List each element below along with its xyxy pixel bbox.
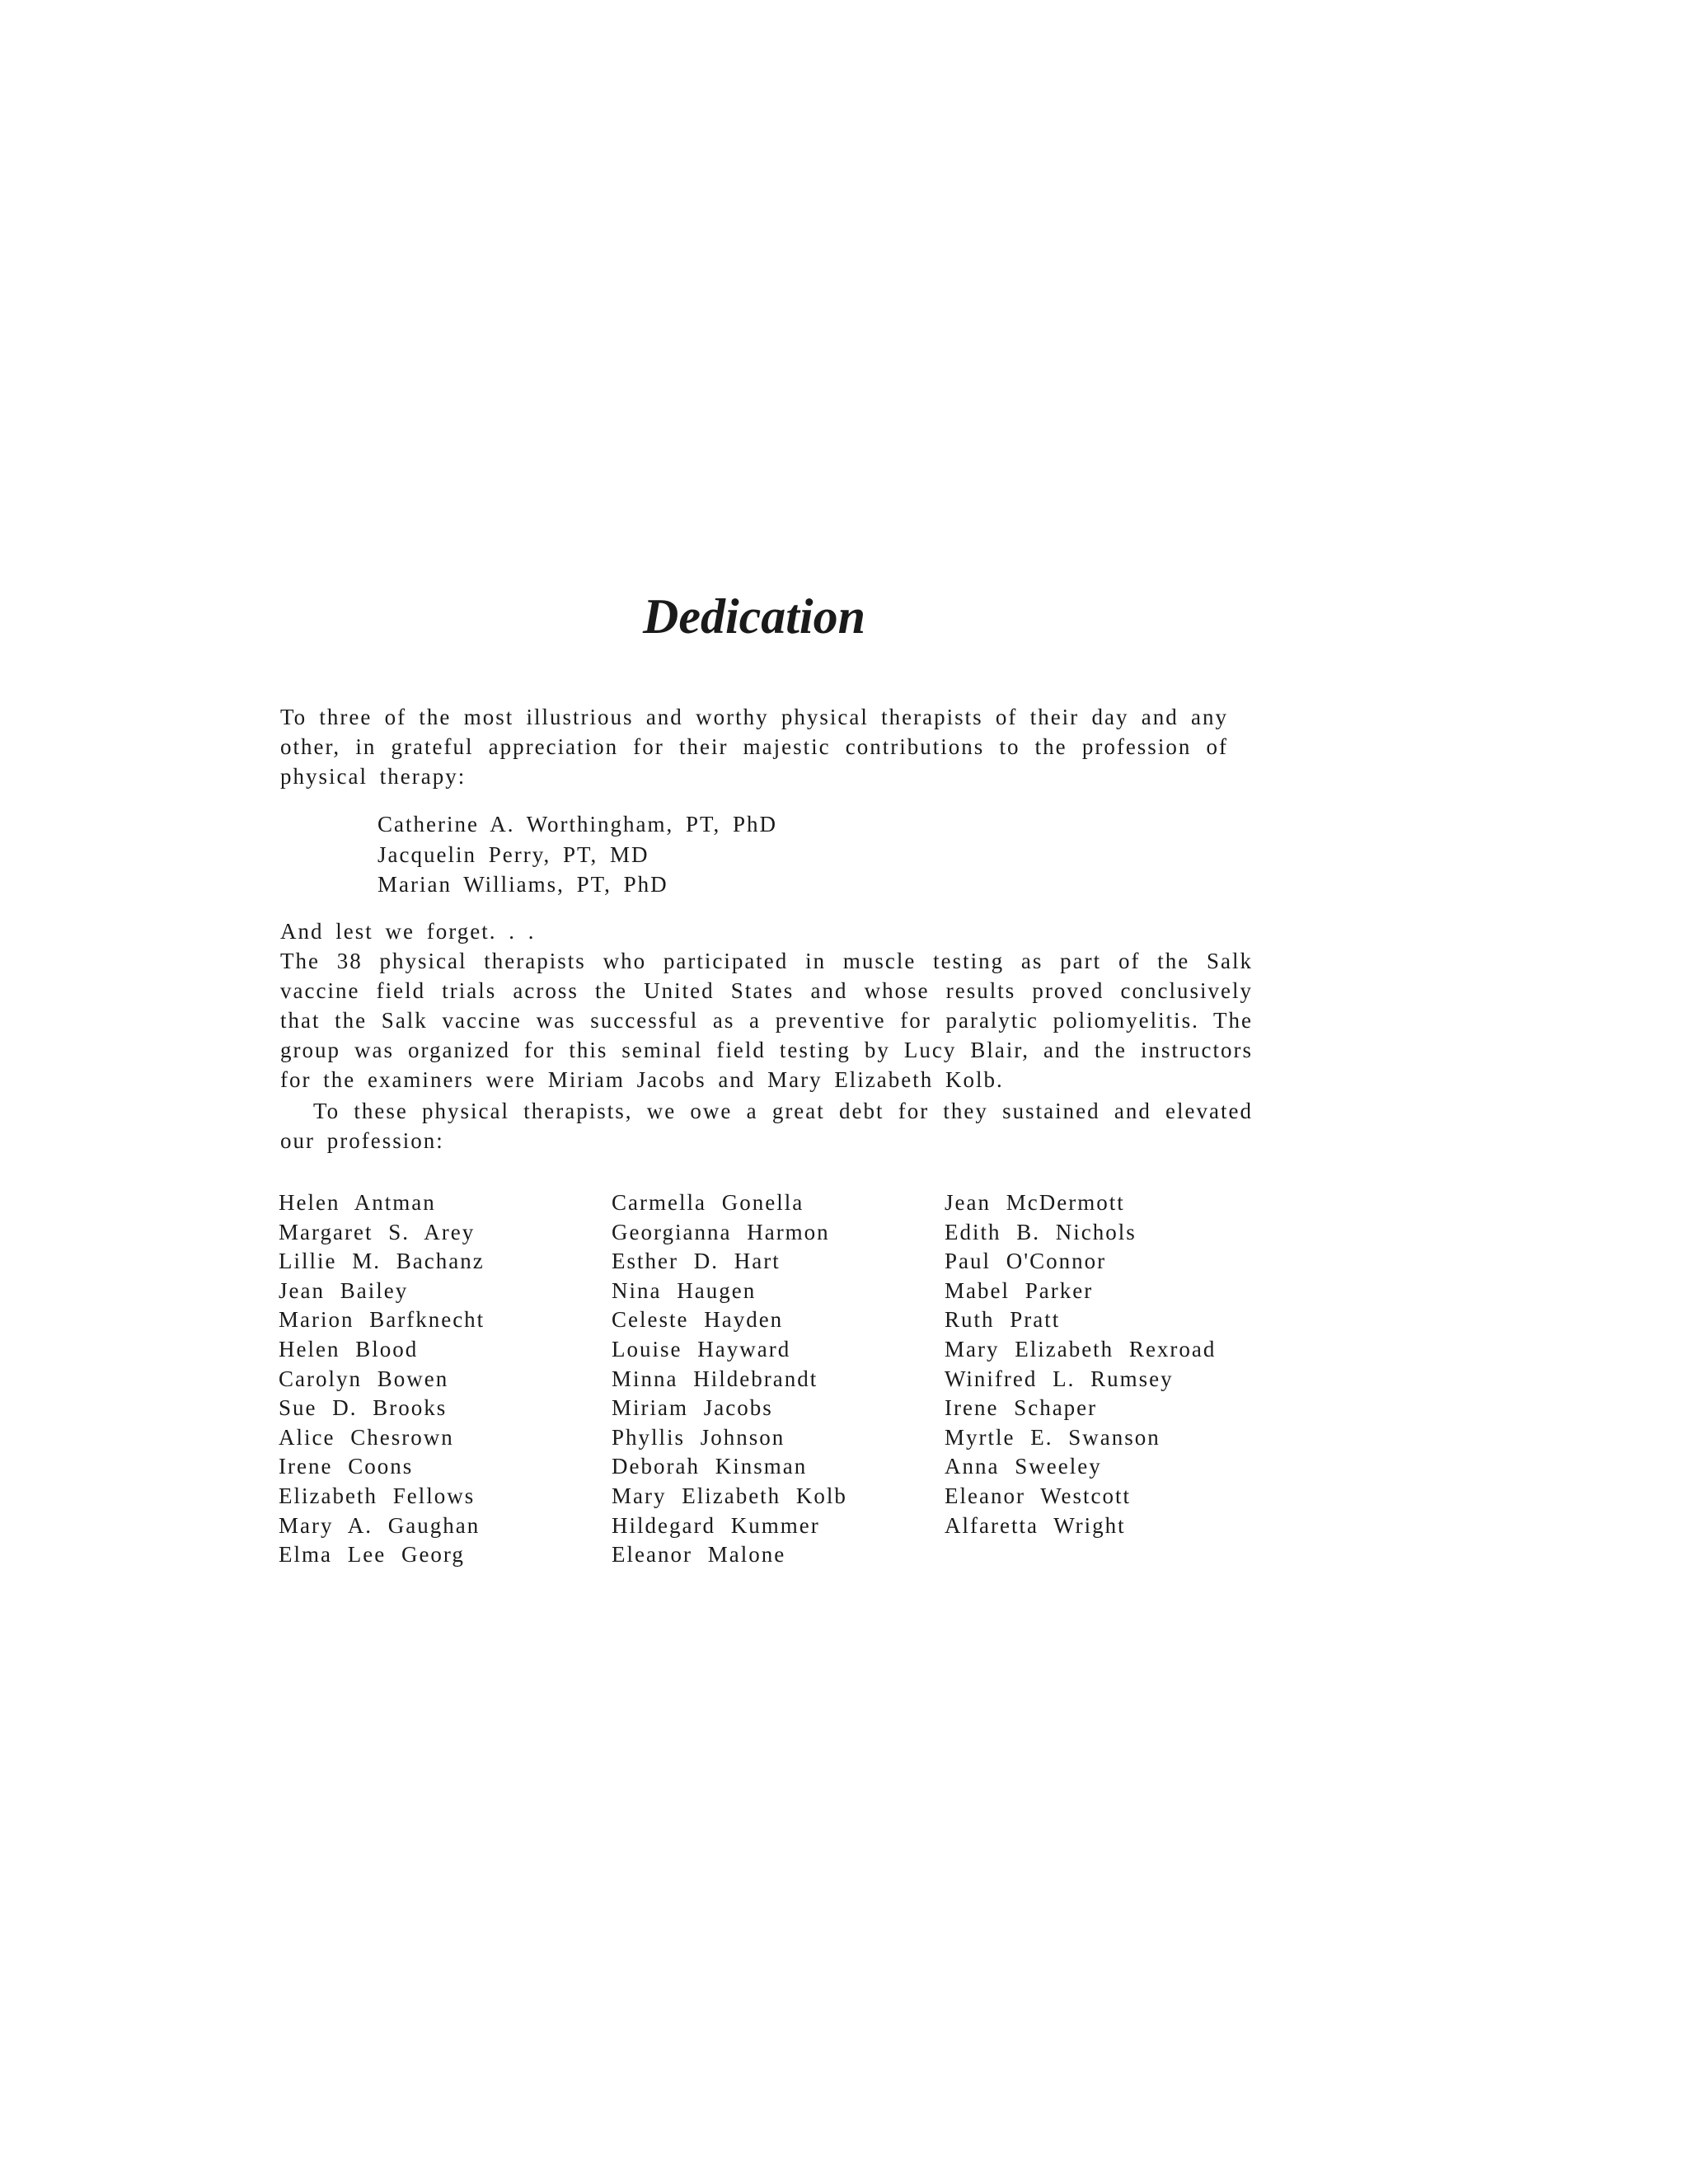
therapist-name: Winifred L. Rumsey: [945, 1366, 1174, 1391]
honoree-name: Catherine A. Worthingham, PT, PhD: [377, 812, 778, 837]
therapist-name: Mary Elizabeth Rexroad: [945, 1336, 1217, 1361]
therapist-name: Carmella Gonella: [612, 1190, 804, 1215]
therapist-name: Carolyn Bowen: [279, 1366, 449, 1391]
therapist-name: Alfaretta Wright: [945, 1512, 1126, 1538]
therapist-name: Deborah Kinsman: [612, 1454, 808, 1479]
therapist-name: Irene Coons: [279, 1454, 414, 1479]
therapist-name: Paul O'Connor: [945, 1249, 1107, 1274]
therapist-name: Mary A. Gaughan: [279, 1512, 481, 1538]
therapist-name: Elizabeth Fellows: [279, 1483, 476, 1508]
honoree-list: [377, 809, 777, 900]
therapist-name: Esther D. Hart: [612, 1249, 781, 1274]
therapist-column-1: [279, 1188, 485, 1570]
therapist-column-2: [612, 1188, 847, 1570]
therapist-name: Helen Blood: [279, 1336, 419, 1361]
therapist-name: Ruth Pratt: [945, 1307, 1061, 1333]
therapist-name: Louise Hayward: [612, 1336, 791, 1361]
therapist-name: Irene Schaper: [945, 1395, 1098, 1421]
therapist-column-3: [945, 1188, 1216, 1540]
therapist-name: Mary Elizabeth Kolb: [612, 1483, 847, 1508]
debt-paragraph: To these physical therapists, we owe a great debt for they sustained and elevated our profession:: [280, 1099, 1253, 1153]
therapist-name: Eleanor Malone: [612, 1542, 786, 1568]
therapist-name: Jean Bailey: [279, 1277, 409, 1303]
intro-paragraph: To three of the most illustrious and worthy physical therapists of their day and any other, in grateful appreciation for their majestic contributions to the profession of physical therapy:: [280, 705, 1228, 789]
therapist-name: Sue D. Brooks: [279, 1395, 448, 1421]
therapist-name: Elma Lee Georg: [279, 1542, 465, 1568]
therapist-name: Georgianna Harmon: [612, 1219, 830, 1244]
therapist-name: Anna Sweeley: [945, 1454, 1102, 1479]
therapist-name: Nina Haugen: [612, 1277, 757, 1303]
lest-we-forget-line: And lest we forget. . .: [280, 919, 536, 944]
therapist-name: Myrtle E. Swanson: [945, 1424, 1160, 1450]
therapist-name: Helen Antman: [279, 1190, 436, 1215]
therapist-name: Mabel Parker: [945, 1277, 1094, 1303]
therapist-name: Hildegard Kummer: [612, 1512, 820, 1538]
salk-trials-paragraph: The 38 physical therapists who participated in muscle testing as part of the Salk vaccine field trials across the United States and whose results proved conclusively that the Salk vaccine was successful as a preventive for paralytic poliomyelitis. The group was organized for this seminal field testing by Lucy Blair, and the instructors for the examiners were Miriam Jacobs and Mary Elizabeth Kolb.: [280, 949, 1253, 1092]
therapist-name: Marion Barfknecht: [279, 1307, 485, 1333]
therapist-name: Phyllis Johnson: [612, 1424, 785, 1450]
therapist-name: Edith B. Nichols: [945, 1219, 1137, 1244]
therapist-name: Jean McDermott: [945, 1190, 1125, 1215]
therapist-name: Miriam Jacobs: [612, 1395, 773, 1421]
honoree-name: Jacquelin Perry, PT, MD: [377, 841, 649, 867]
therapist-name: Margaret S. Arey: [279, 1219, 476, 1244]
therapist-name: Alice Chesrown: [279, 1424, 454, 1450]
therapist-name: Eleanor Westcott: [945, 1483, 1132, 1508]
honoree-name: Marian Williams, PT, PhD: [377, 872, 668, 897]
therapist-name: Lillie M. Bachanz: [279, 1249, 485, 1274]
therapist-name: Minna Hildebrandt: [612, 1366, 818, 1391]
therapist-name: Celeste Hayden: [612, 1307, 784, 1333]
page-title: Dedication: [643, 589, 865, 644]
